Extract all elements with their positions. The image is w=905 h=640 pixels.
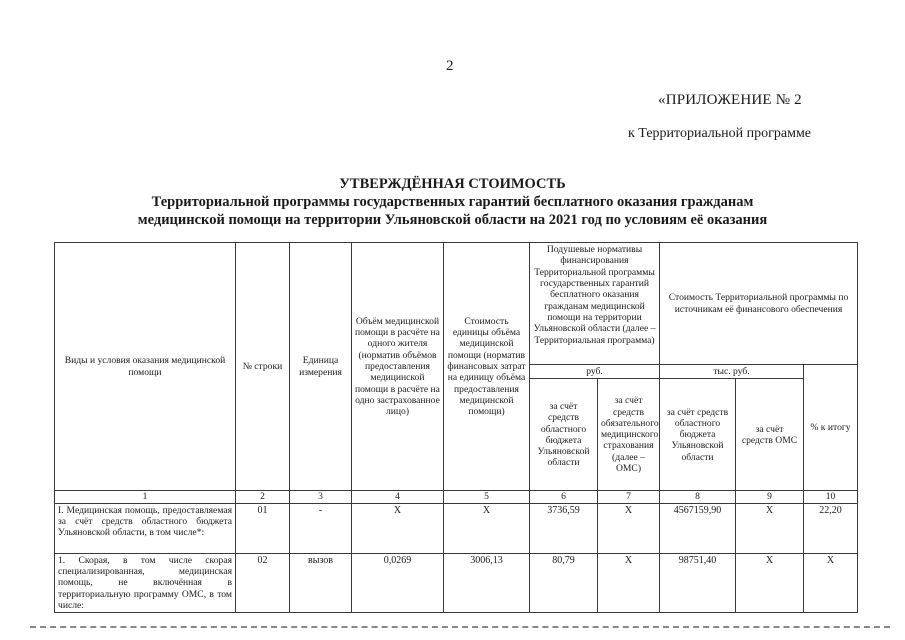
header-unit-rub: руб. [530,365,660,379]
header-volume: Объём медицинской помощи в расчёте на одного жителя (норматив объёмов предоставления медицинской помощи в расчёте на одно застрахованное лицо) [352,243,444,491]
row-volume: 0,0269 [352,553,444,613]
row-unit: вызов [290,553,352,613]
column-number: 5 [444,491,530,503]
row-total-oms: Х [736,503,804,553]
header-unit-cost: Стоимость единицы объёма медицинской помощи (норматив финансовых затрат на единицу объёма предоставления медицинской помощи) [444,243,530,491]
header-per-capita-group: Подушевые нормативы финансирования Территориальной программы государственных гарантий бесплатного оказания гражданам медицинской помощи на территории Ульяновской области (далее – Территориальная программа) [530,243,660,365]
row-per-capita-oms: Х [598,503,660,553]
row-name: 1. Скорая, в том числе скорая специализированная, медицинская помощь, не включённая в территориальную программу ОМС, в том числе: [55,553,236,613]
column-number: 2 [236,491,290,503]
column-number: 3 [290,491,352,503]
document-heading: УТВЕРЖДЁННАЯ СТОИМОСТЬ [339,176,566,192]
scan-edge-divider [30,626,890,628]
column-number: 8 [660,491,736,503]
row-line-number: 01 [236,503,290,553]
row-unit-cost: 3006,13 [444,553,530,613]
header-per-capita-oms: за счёт средств обязательного медицинского страхования (далее – ОМС) [598,379,660,491]
row-total-budget: 4567159,90 [660,503,736,553]
header-line-number: № строки [236,243,290,491]
row-unit-cost: Х [444,503,530,553]
header-conditions: Виды и условия оказания медицинской помощи [55,243,236,491]
row-name: I. Медицинская помощь, предоставляемая за счёт средств областного бюджета Ульяновской области, в том числе*: [55,503,236,553]
document-subheading-line1: Территориальной программы государственных гарантий бесплатного оказания гражданам [151,194,754,210]
column-number: 1 [55,491,236,503]
column-number: 10 [804,491,858,503]
header-total-cost-group: Стоимость Территориальной программы по источникам её финансового обеспечения [660,243,858,365]
row-unit: - [290,503,352,553]
appendix-title: «ПРИЛОЖЕНИЕ № 2 [658,92,802,108]
row-per-capita-budget: 80,79 [530,553,598,613]
header-total-oms: за счёт средств ОМС [736,379,804,491]
page-number: 2 [446,58,454,74]
column-number: 7 [598,491,660,503]
appendix-subtitle: к Территориальной программе [628,126,812,141]
table-row [55,503,858,553]
header-per-capita-budget: за счёт средств областного бюджета Ульяновской области [530,379,598,491]
column-number: 9 [736,491,804,503]
row-percent: Х [804,553,858,613]
document-subheading-line2: медицинской помощи на территории Ульяновской области на 2021 год по условиям её оказания [137,212,768,228]
header-unit-thousand-rub: тыс. руб. [660,365,804,379]
row-volume: Х [352,503,444,553]
row-percent: 22,20 [804,503,858,553]
row-line-number: 02 [236,553,290,613]
header-total-budget: за счёт средств областного бюджета Ульяновской области [660,379,736,491]
row-total-oms: Х [736,553,804,613]
row-per-capita-budget: 3736,59 [530,503,598,553]
cost-table [54,242,858,613]
column-number-row [55,491,858,503]
header-percent: % к итогу [804,365,858,491]
row-total-budget: 98751,40 [660,553,736,613]
table-row [55,553,858,613]
header-unit: Единица измерения [290,243,352,491]
row-per-capita-oms: Х [598,553,660,613]
column-number: 4 [352,491,444,503]
column-number: 6 [530,491,598,503]
